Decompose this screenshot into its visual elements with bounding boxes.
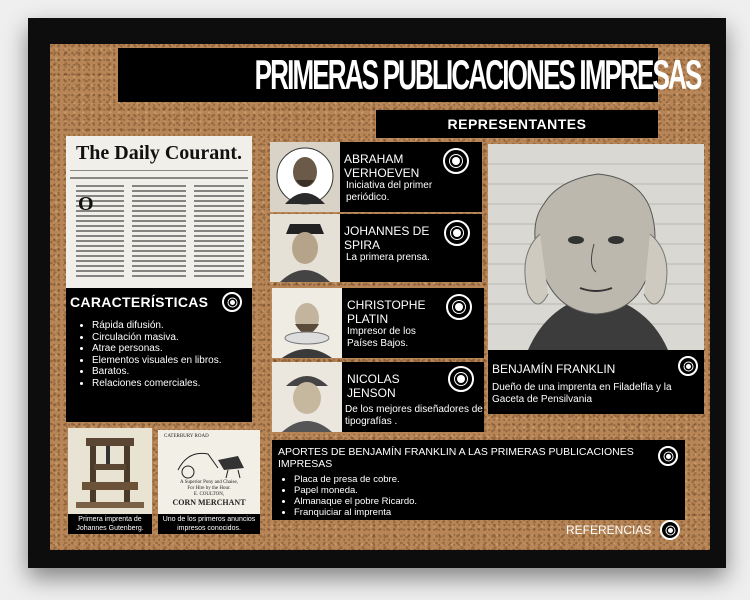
spira-portrait [270,214,340,282]
franklin-eye-icon[interactable] [678,356,698,376]
ad-header: CATERBURY ROAD [164,434,209,439]
spira-eye-icon[interactable] [444,220,470,246]
ad-line: CORN MERCHANT [172,498,246,507]
aportes-heading: APORTES DE BENJAMÍN FRANKLIN A LAS PRIMERAS PUBLICACIONES IMPRESAS [278,446,634,470]
verhoeven-name: ABRAHAM VERHOEVEN [344,152,420,180]
list-item: • Baratos. [92,366,262,378]
list-item: • Circulación masiva. [92,332,262,344]
referencias-link[interactable]: REFERENCIAS [566,523,652,537]
verhoeven-eye-icon[interactable] [443,148,469,174]
platin-portrait [272,288,342,358]
platin-name: CHRISTOPHE PLATIN [347,298,426,326]
list-item: • Rápida difusión. [92,320,262,332]
caracteristicas-list [78,320,262,390]
platin-desc: Impresor de los Países Bajos. [347,326,416,349]
newspaper-columns [66,170,252,288]
early-ad-image [158,430,260,514]
list-item: • Almanaque el pobre Ricardo. [294,496,674,507]
ad-line: A Superior Pony and Chaise, [180,480,238,485]
verhoeven-portrait [270,142,340,212]
franklin-desc: Dueño de una imprenta en Filadelfia y la Gaceta de Pensilvania [492,382,672,405]
list-item: • Relaciones comerciales. [92,378,262,390]
aportes-eye-icon[interactable] [658,446,678,466]
jenson-desc: De los mejores diseñadores de tipografías . [345,404,483,427]
verhoeven-desc: Iniciativa del primer periódico. [346,180,433,203]
jenson-portrait [272,362,342,432]
platin-eye-icon[interactable] [446,294,472,320]
ad-line: For Hire by the Hour. [187,486,231,491]
referencias-eye-icon[interactable] [660,520,680,540]
representantes-label: REPRESENTANTES [376,110,658,138]
spira-desc: La primera prensa. [346,252,430,263]
gutenberg-caption: Primera imprenta de Johannes Gutenberg. [76,516,144,532]
caracteristicas-heading: CARACTERÍSTICAS [70,294,209,310]
anuncio-caption: Uno de los primeros anuncios impresos conocidos. [162,516,256,532]
courant-masthead: The Daily Courant. [75,142,243,164]
list-item: • Atrae personas. [92,343,262,355]
spira-name: JOHANNES DE SPIRA [344,224,430,252]
svg-text:O: O [78,193,94,215]
list-item: • Elementos visuales en libros. [92,355,262,367]
ad-line: E. COULTON, [193,492,225,497]
aportes-list [280,474,674,518]
gutenberg-press-image [68,428,152,514]
list-item: • Placa de presa de cobre. [294,474,674,485]
franklin-name: BENJAMÍN FRANKLIN [492,362,616,376]
caracteristicas-eye-icon[interactable] [222,292,242,312]
jenson-eye-icon[interactable] [448,366,474,392]
page-title: PRIMERAS PUBLICACIONES IMPRESAS [118,48,658,102]
list-item: • Franquiciar al imprenta [294,507,674,518]
franklin-portrait [488,144,704,350]
chaise-illustration [158,440,260,480]
list-item: • Papel moneda. [294,485,674,496]
daily-courant-image [66,136,252,288]
jenson-name: NICOLAS JENSON [347,372,400,400]
